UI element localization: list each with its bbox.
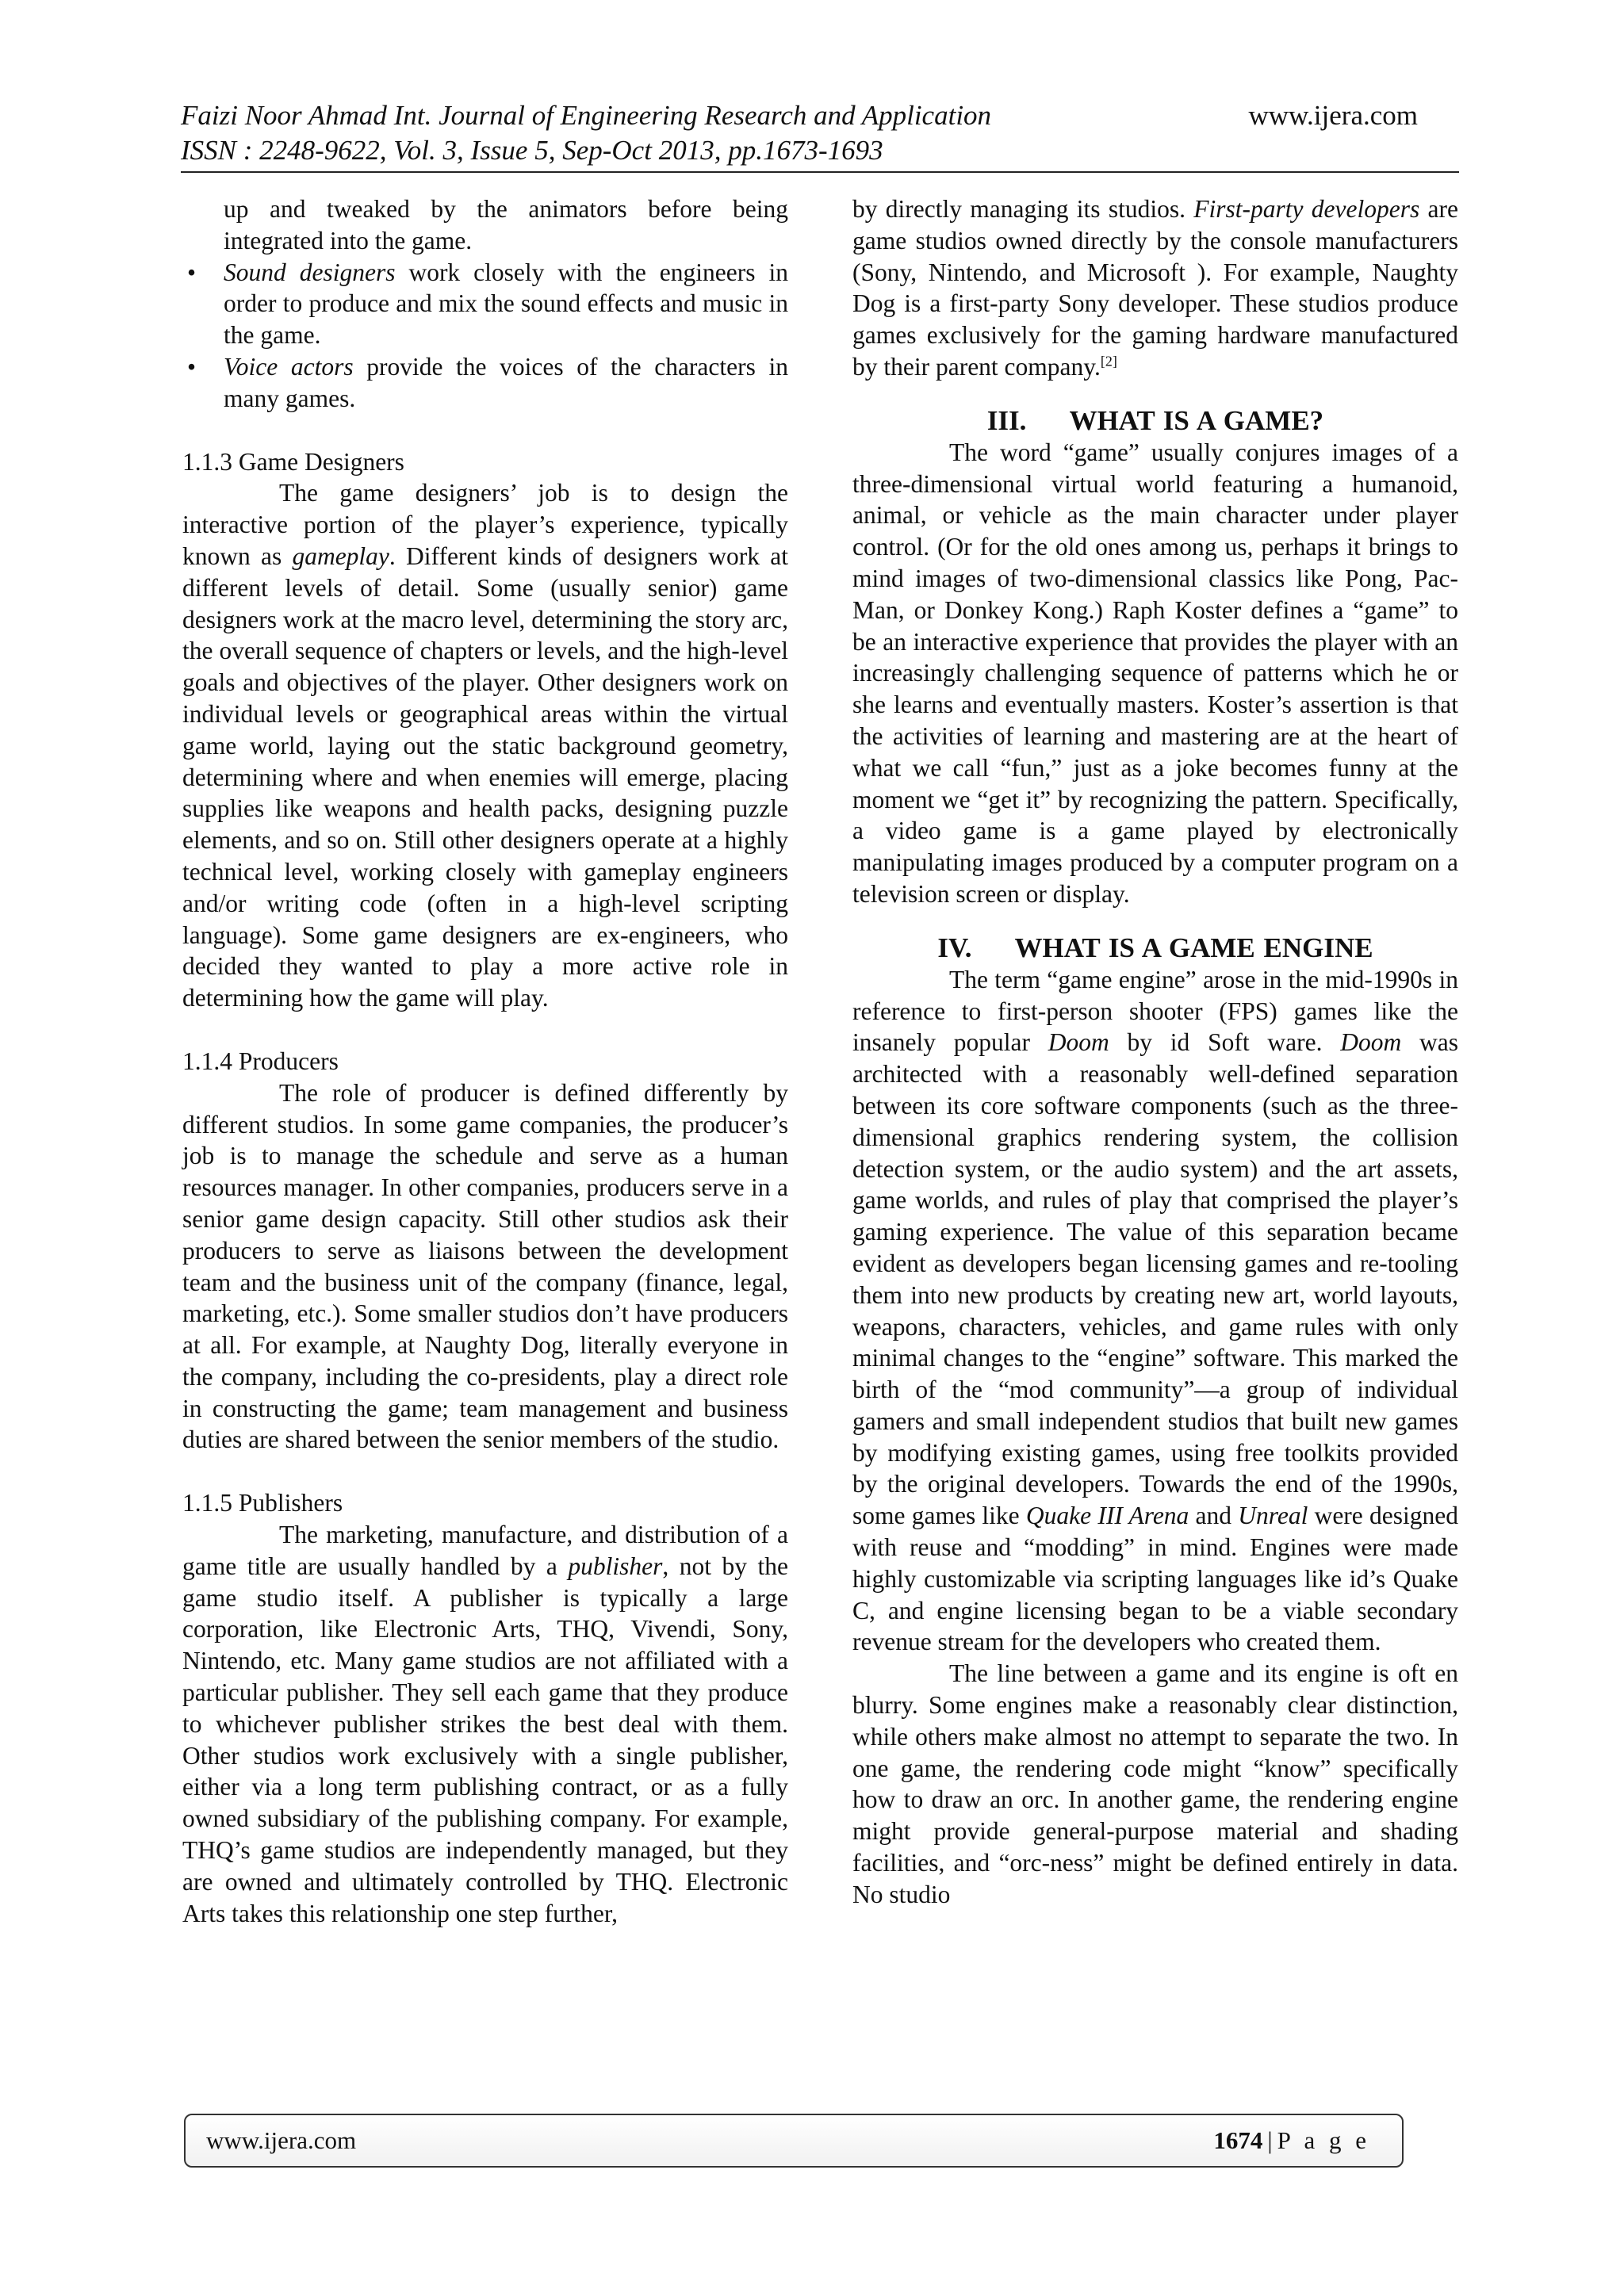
left-column: [182, 193, 788, 1929]
paragraph-first-party: by directly managing its studios. First-party developers are game studios owned directly by the console manufacturers (Sony, Nintendo, and Microsoft ). For example, Naughty Dog is a first-party Sony developer. These studios produce games exclusively for the gaming hardware manufactured by their parent company.[2]: [852, 195, 1459, 381]
header-rule: [181, 171, 1459, 173]
page-footer: [184, 2114, 1404, 2168]
bullet-icon: •: [187, 258, 197, 286]
paragraph-game-designers: The game designers’ job is to design the interactive portion of the player’s experience, typically known as gameplay. Different kinds of designers work at different levels of detail. Some (usually senior) game designers work at the macro level, determining the story arc, the overall sequence of chapters or levels, and the high-level goals and objectives of the player. Other designers work on individual levels or geographical areas within the virtual game world, laying out the static background geometry, determining where and when enemies will emerge, placing supplies like weapons and health packs, designing puzzle elements, and so on. Still other designers operate at a highly technical level, working closely with gameplay engineers and/or writing code (often in a high-level scripting language). Some game designers are ex-engineers, who decided they wanted to play a more active role in determining how the game will play.: [182, 479, 788, 1012]
journal-title: Faizi Noor Ahmad Int. Journal of Engineering Research and Application: [181, 100, 992, 131]
page-number: 1674 | P a g e: [1213, 2126, 1370, 2154]
right-column: [852, 193, 1458, 1911]
subheading-publishers: 1.1.5 Publishers: [182, 1489, 343, 1517]
header-url[interactable]: www.ijera.com: [1248, 100, 1418, 131]
paragraph-engine-line: The line between a game and its engine is oft en blurry. Some engines make a reasonably clear distinction, while others make almost no attempt to separate the two. In one game, the rendering code might “know” specifically how to draw an orc. In another game, the rendering engine might provide general-purpose material and shading facilities, and “orc-ness” might be defined entirely in data. No studio: [852, 1659, 1458, 1908]
bullet-continuation: up and tweaked by the animators before being integrated into the game.: [224, 195, 788, 254]
header-line-2: [181, 133, 1459, 168]
header-line-1: [181, 98, 1459, 133]
bullet-voice-actors: • Voice actors provide the voices of the characters in many games.: [187, 352, 788, 412]
paragraph-game-engine: The term “game engine” arose in the mid-1990s in reference to first-person shooter (FPS) games like the insanely popular Doom by id Soft ware. Doom was architected with a reasonably well-defined separation between its core software components (such as the three-dimensional graphics rendering system, the collision detection system, or the audio system) and the art assets, game worlds, and rules of play that comprised the player’s gaming experience. The value of this separation became evident as developers began licensing games and re-tooling them into new products by creating new art, world layouts, weapons, characters, vehicles, and game rules with only minimal changes to the “engine” software. This marked the birth of the “mod community”—a group of individual gamers and small independent studios that built new games by modifying existing games, using free toolkits provided by the original developers. Towards the end of the 1990s, some games like Quake III Arena and Unreal were designed with reuse and “modding” in mind. Engines were made highly customizable via scripting languages like id’s Quake C, and engine licensing began to be a viable secondary revenue stream for the developers who created them.: [852, 965, 1458, 1656]
citation-ref: [2]: [1100, 353, 1117, 369]
subheading-producers: 1.1.4 Producers: [182, 1047, 339, 1075]
paragraph-producers: The role of producer is defined differently by different studios. In some game companies, the producer’s job is to manage the schedule and serve as a human resources manager. In other companies, producers serve in a senior game design capacity. Still other studios ask their producers to serve as liaisons between the development team and the business unit of the company (finance, legal, marketing, etc.). Some smaller studios don’t have producers at all. For example, at Naughty Dog, literally everyone in the company, including the co-presidents, play a direct role in constructing the game; team management and business duties are shared between the senior members of the studio.: [182, 1078, 788, 1454]
paragraph-publishers: The marketing, manufacture, and distribution of a game title are usually handled by a publisher, not by the game studio itself. A publisher is typically a large corporation, like Electronic Arts, THQ, Vivendi, Sony, Nintendo, etc. Many game studios are not affiliated with a particular publisher. They sell each game that they produce to whichever publisher strikes the best deal with them. Other studios work exclusively with a single publisher, either via a long term publishing contract, or as a fully owned subsidiary of the publishing company. For example, THQ’s game studios are independently managed, but they are owned and ultimately controlled by THQ. Electronic Arts takes this relationship one step further,: [182, 1521, 788, 1927]
page-header: [181, 98, 1459, 168]
subheading-game-designers: 1.1.3 Game Designers: [182, 447, 404, 476]
bullet-sound-designers: • Sound designers work closely with the engineers in order to produce and mix the sound effects and music in the game.: [187, 258, 788, 350]
section-heading-what-is-a-game: III. WHAT IS A GAME?: [986, 404, 1324, 436]
paragraph-what-is-a-game: The word “game” usually conjures images of a three-dimensional virtual world featuring a humanoid, animal, or vehicle as the main character under player control. (Or for the old ones among us, perhaps it brings to mind images of two-dimensional classics like Pong, Pac-Man, or Donkey Kong.) Raph Koster defines a “game” to be an interactive experience that provides the player with an increasingly challenging sequence of patterns which he or she learns and eventually masters. Koster’s assertion is that the activities of learning and mastering are at the heart of what we call “fun,” just as a joke becomes funny at the moment we “get it” by recognizing the pattern. Specifically, a video game is a game played by electronically manipulating images produced by a computer program on a television screen or display.: [852, 438, 1458, 908]
section-heading-game-engine: IV. WHAT IS A GAME ENGINE: [937, 932, 1373, 963]
issn-line: ISSN : 2248-9622, Vol. 3, Issue 5, Sep-Oct 2013, pp.1673-1693: [181, 135, 883, 166]
footer-url[interactable]: www.ijera.com: [206, 2126, 357, 2154]
bullet-icon: •: [187, 352, 197, 381]
